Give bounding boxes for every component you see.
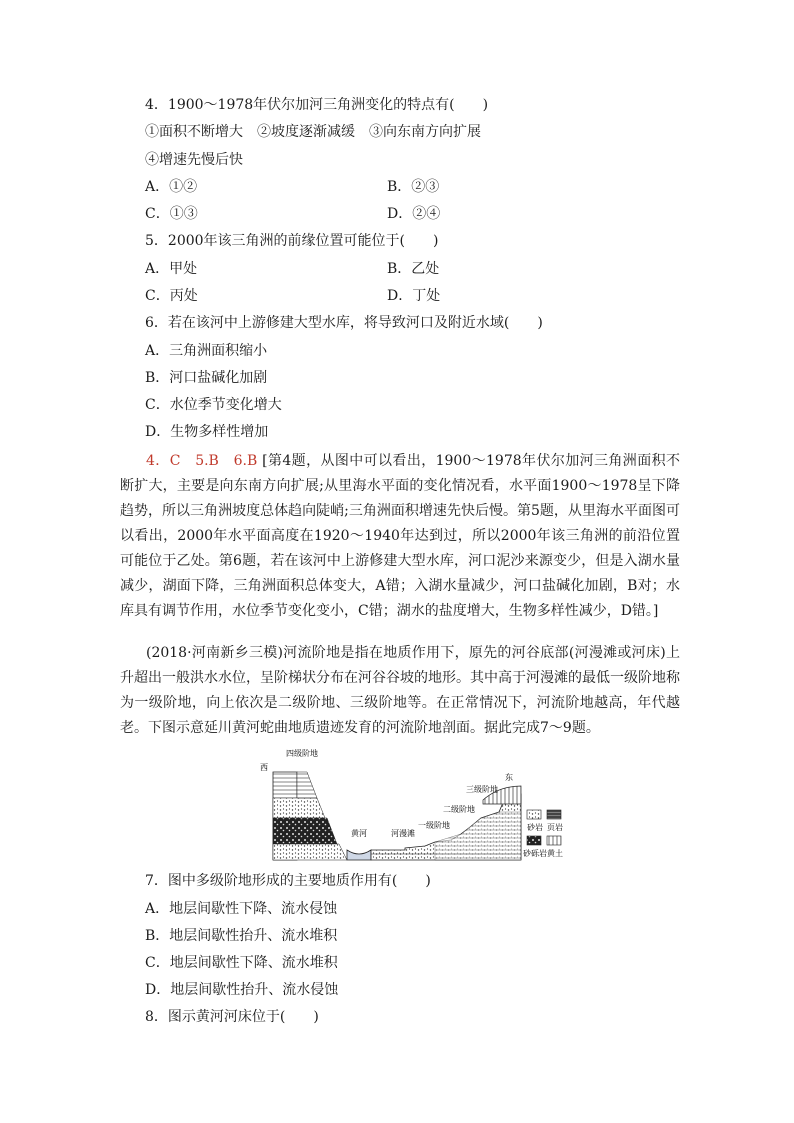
q4-option-c: C．①③ xyxy=(145,206,198,222)
q5-option-a: A．甲处 xyxy=(145,261,198,277)
q7-option-a: A．地层间歇性下降、流水侵蚀 xyxy=(145,901,338,917)
figure-legend xyxy=(523,810,563,858)
q7-option-b: B．地层间歇性抬升、流水堆积 xyxy=(145,928,338,944)
q4-stem: 4．1900～1978年伏尔加河三角洲变化的特点有( ) xyxy=(145,97,489,113)
answer-key: 4．C 5.B 6.B xyxy=(146,453,258,469)
q7-option-c: C．地层间歇性下降、流水堆积 xyxy=(145,955,338,971)
q4-statement-4: ④增速先慢后快 xyxy=(145,152,243,168)
label-east: 东 xyxy=(505,773,513,782)
q7-stem: 7．图中多级阶地形成的主要地质作用有( ) xyxy=(145,873,431,889)
q5-option-d: D．丁处 xyxy=(387,288,441,304)
label-terrace-2: 二级阶地 xyxy=(443,805,475,814)
legend-sandstone: 砂岩 xyxy=(527,823,543,832)
label-terrace-1: 一级阶地 xyxy=(418,821,450,830)
q6-stem: 6．若在该河中上游修建大型水库，将导致河口及附近水域( ) xyxy=(145,315,543,331)
q4-statements: ①面积不断增大 ②坡度逐渐减缓 ③向东南方向扩展 xyxy=(145,124,481,140)
legend-conglomerate: 砂砾岩 xyxy=(523,849,547,858)
q5-option-b: B．乙处 xyxy=(387,261,440,277)
q7-option-d: D．地层间歇性抬升、流水侵蚀 xyxy=(145,982,339,998)
q6-option-d: D．生物多样性增加 xyxy=(145,424,269,440)
label-terrace-4: 四级阶地 xyxy=(286,749,318,758)
q8-stem: 8．图示黄河河床位于( ) xyxy=(145,1009,319,1025)
q6-option-c: C．水位季节变化增大 xyxy=(145,397,282,413)
label-terrace-3: 三级阶地 xyxy=(466,785,498,794)
q4-option-b: B．②③ xyxy=(387,179,440,195)
label-floodplain: 河漫滩 xyxy=(391,829,415,838)
q4-option-a: A．①② xyxy=(145,179,198,195)
legend-shale: 页岩 xyxy=(547,823,563,832)
river-terrace-figure xyxy=(255,748,565,864)
q4-option-d: D．②④ xyxy=(387,206,441,222)
river-channel xyxy=(347,850,371,860)
q5-option-c: C．丙处 xyxy=(145,288,198,304)
passage xyxy=(120,641,680,741)
west-bank-strata xyxy=(273,772,347,860)
legend-loess: 黄土 xyxy=(547,849,563,858)
answer-body: [第4题，从图中可以看出，1900～1978年伏尔加河三角洲面积不断扩大，主要是向东南方向扩展;从里海水平面的变化情况看，水平面1900～1978呈下降趋势，所以三角洲坡度总体趋向陡峭;三角洲面积增速先快后慢。第5题，从里海水平面图可以看出，2000年水平面高度在1920～1940年达到过，所以2000年该三角洲的前沿位置可能位于乙处。第6题，若在该河中上游修建大型水库，河口泥沙来源变少，但是入湖水量减少，湖面下降，三角洲面积总体变大，A错；入湖水量减少，河口盐碱化加剧，B对；水库具有调节作用，水位季节变化变小，C错；湖水的盐度增大，生物多样性减少，D错。] xyxy=(120,453,680,619)
label-west: 西 xyxy=(260,763,268,772)
q5-stem: 5．2000年该三角洲的前缘位置可能位于( ) xyxy=(145,233,439,249)
label-yellow-river: 黄河 xyxy=(351,829,367,838)
q6-option-a: A．三角洲面积缩小 xyxy=(145,343,268,359)
answer-explanation xyxy=(120,449,680,624)
q6-option-b: B．河口盐碱化加剧 xyxy=(145,370,268,386)
passage-text: (2018·河南新乡三模)河流阶地是指在地质作用下，原先的河谷底部(河漫滩或河床)上升超出一般洪水水位，呈阶梯状分布在河谷谷坡的地形。其中高于河漫滩的最低一级阶地称为一级阶地，向上依次是二级阶地、三级阶地等。在正常情况下，河流阶地越高，年代越老。下图示意延川黄河蛇曲地质遗迹发育的河流阶地剖面。据此完成7～9题。 xyxy=(120,645,680,736)
